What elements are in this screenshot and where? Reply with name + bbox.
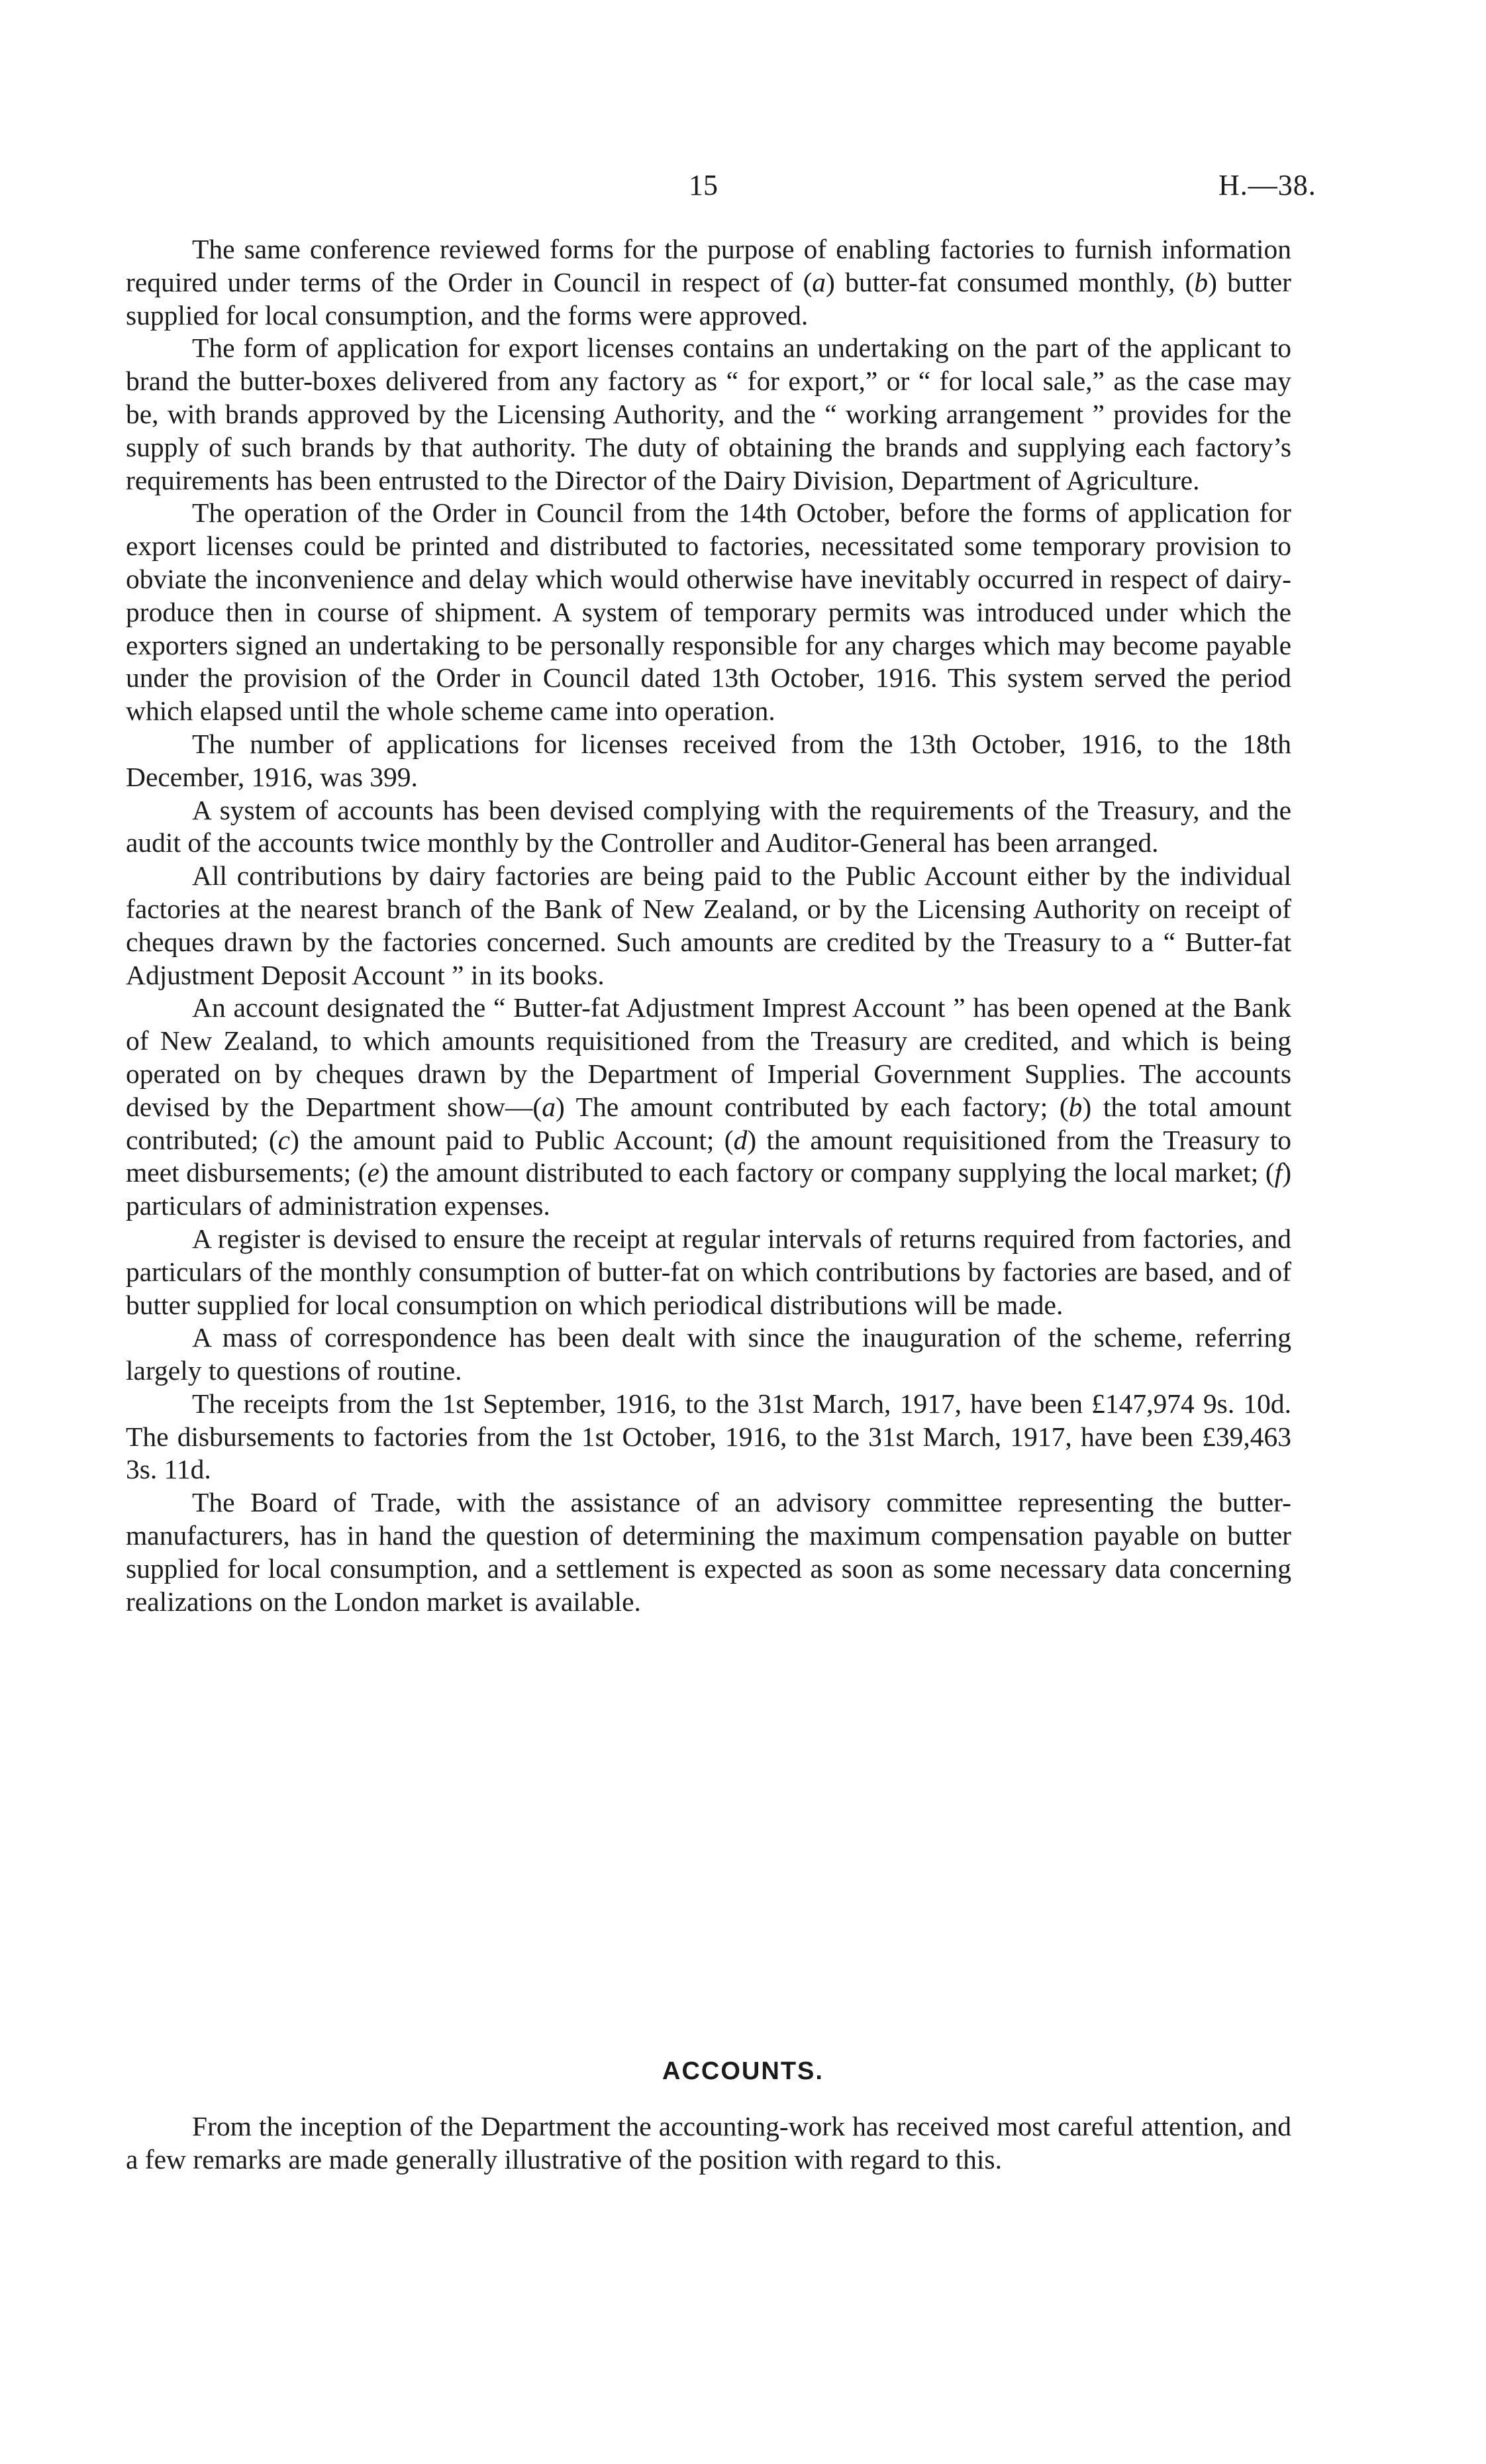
paragraph-system-of-accounts: A system of accounts has been devised complying with the requirements of the Treasury, and the audit of the accounts twice monthly by the Controller and Auditor-General has been arranged. [126, 794, 1291, 858]
document-code: H.—38. [1218, 169, 1316, 201]
paragraph-accounts: From the inception of the Department the accounting-work has received most careful attention, and a few remarks are made generally illustrative of the position with regard to this. [126, 2111, 1291, 2175]
paragraph-correspondence: A mass of correspondence has been dealt with since the inauguration of the scheme, referring largely to questions of routine. [126, 1322, 1291, 1386]
paragraph-imprest-account: An account designated the “ Butter-fat Adjustment Imprest Account ” has been opened at the Bank of New Zealand, to which amounts requisitioned from the Treasury are credited, and which is being operated on by cheques drawn by the Department of Imperial Government Supplies. The accounts devised by the Department show—(a) The amount contributed by each factory; (b) the total amount contributed; (c) the amount paid to Public Account; (d) the amount requisitioned from the Treasury to meet disbursements; (e) the amount distributed to each factory or company supplying the local market; (f) particulars of administration expenses. [126, 992, 1292, 1221]
paragraph-contributions: All contributions by dairy factories are being paid to the Public Account either by the individual factories at the nearest branch of the Bank of New Zealand, or by the Licensing Authority on receipt of cheques drawn by the factories concerned. Such amounts are credited by the Treasury to a “ Butter-fat Adjustment Deposit Account ” in its books. [126, 860, 1291, 990]
paragraph-forms-review: The same conference reviewed forms for the purpose of enabling factories to furnish information required under terms of the Order in Council in respect of (a) butter-fat consumed monthly, (b) butter supplied for local consumption, and the forms were approved. [126, 234, 1291, 331]
body-text [126, 233, 1291, 1618]
section-heading-accounts: ACCOUNTS. [662, 2057, 824, 2085]
paragraph-register: A register is devised to ensure the receipt at regular intervals of returns required from factories, and particulars of the monthly consumption of butter-fat on which contributions by factories are based, and of butter supplied for local consumption on which periodical distributions will be made. [126, 1223, 1291, 1320]
paragraph-license-applications: The number of applications for licenses received from the 13th October, 1916, to the 18th December, 1916, was 399. [126, 728, 1291, 792]
accounts-body [126, 2110, 1291, 2177]
paragraph-export-licenses: The form of application for export licenses contains an undertaking on the part of the applicant to brand the butter-boxes delivered from any factory as “ for export,” or “ for local sale,” as the case may be, with brands approved by the Licensing Authority, and the “ working arrangement ” provides for the supply of such brands by that authority. The duty of obtaining the brands and supplying each factory’s requirements has been entrusted to the Director of the Dairy Division, Department of Agriculture. [126, 333, 1291, 495]
paragraph-temporary-permits: The operation of the Order in Council from the 14th October, before the forms of application for export licenses could be printed and distributed to factories, necessitated some temporary provision to obviate the inconvenience and delay which would otherwise have inevitably occurred in respect of dairy-produce then in course of shipment. A system of temporary permits was introduced under which the exporters signed an undertaking to be personally responsible for any charges which may become payable under the provision of the Order in Council dated 13th October, 1916. This system served the period which elapsed until the whole scheme came into operation. [126, 497, 1291, 727]
paragraph-board-of-trade: The Board of Trade, with the assistance of an advisory committee representing the butter-manufacturers, has in hand the question of determining the maximum compensation payable on butter supplied for local consumption, and a settlement is expected as soon as some necessary data concerning realizations on the London market is available. [126, 1487, 1291, 1617]
paragraph-receipts: The receipts from the 1st September, 1916, to the 31st March, 1917, have been £147,974 9s. 10d. The disbursements to factories from the 1st October, 1916, to the 31st March, 1917, have been £39,463 3s. 11d. [126, 1388, 1291, 1485]
page-number: 15 [689, 169, 718, 201]
